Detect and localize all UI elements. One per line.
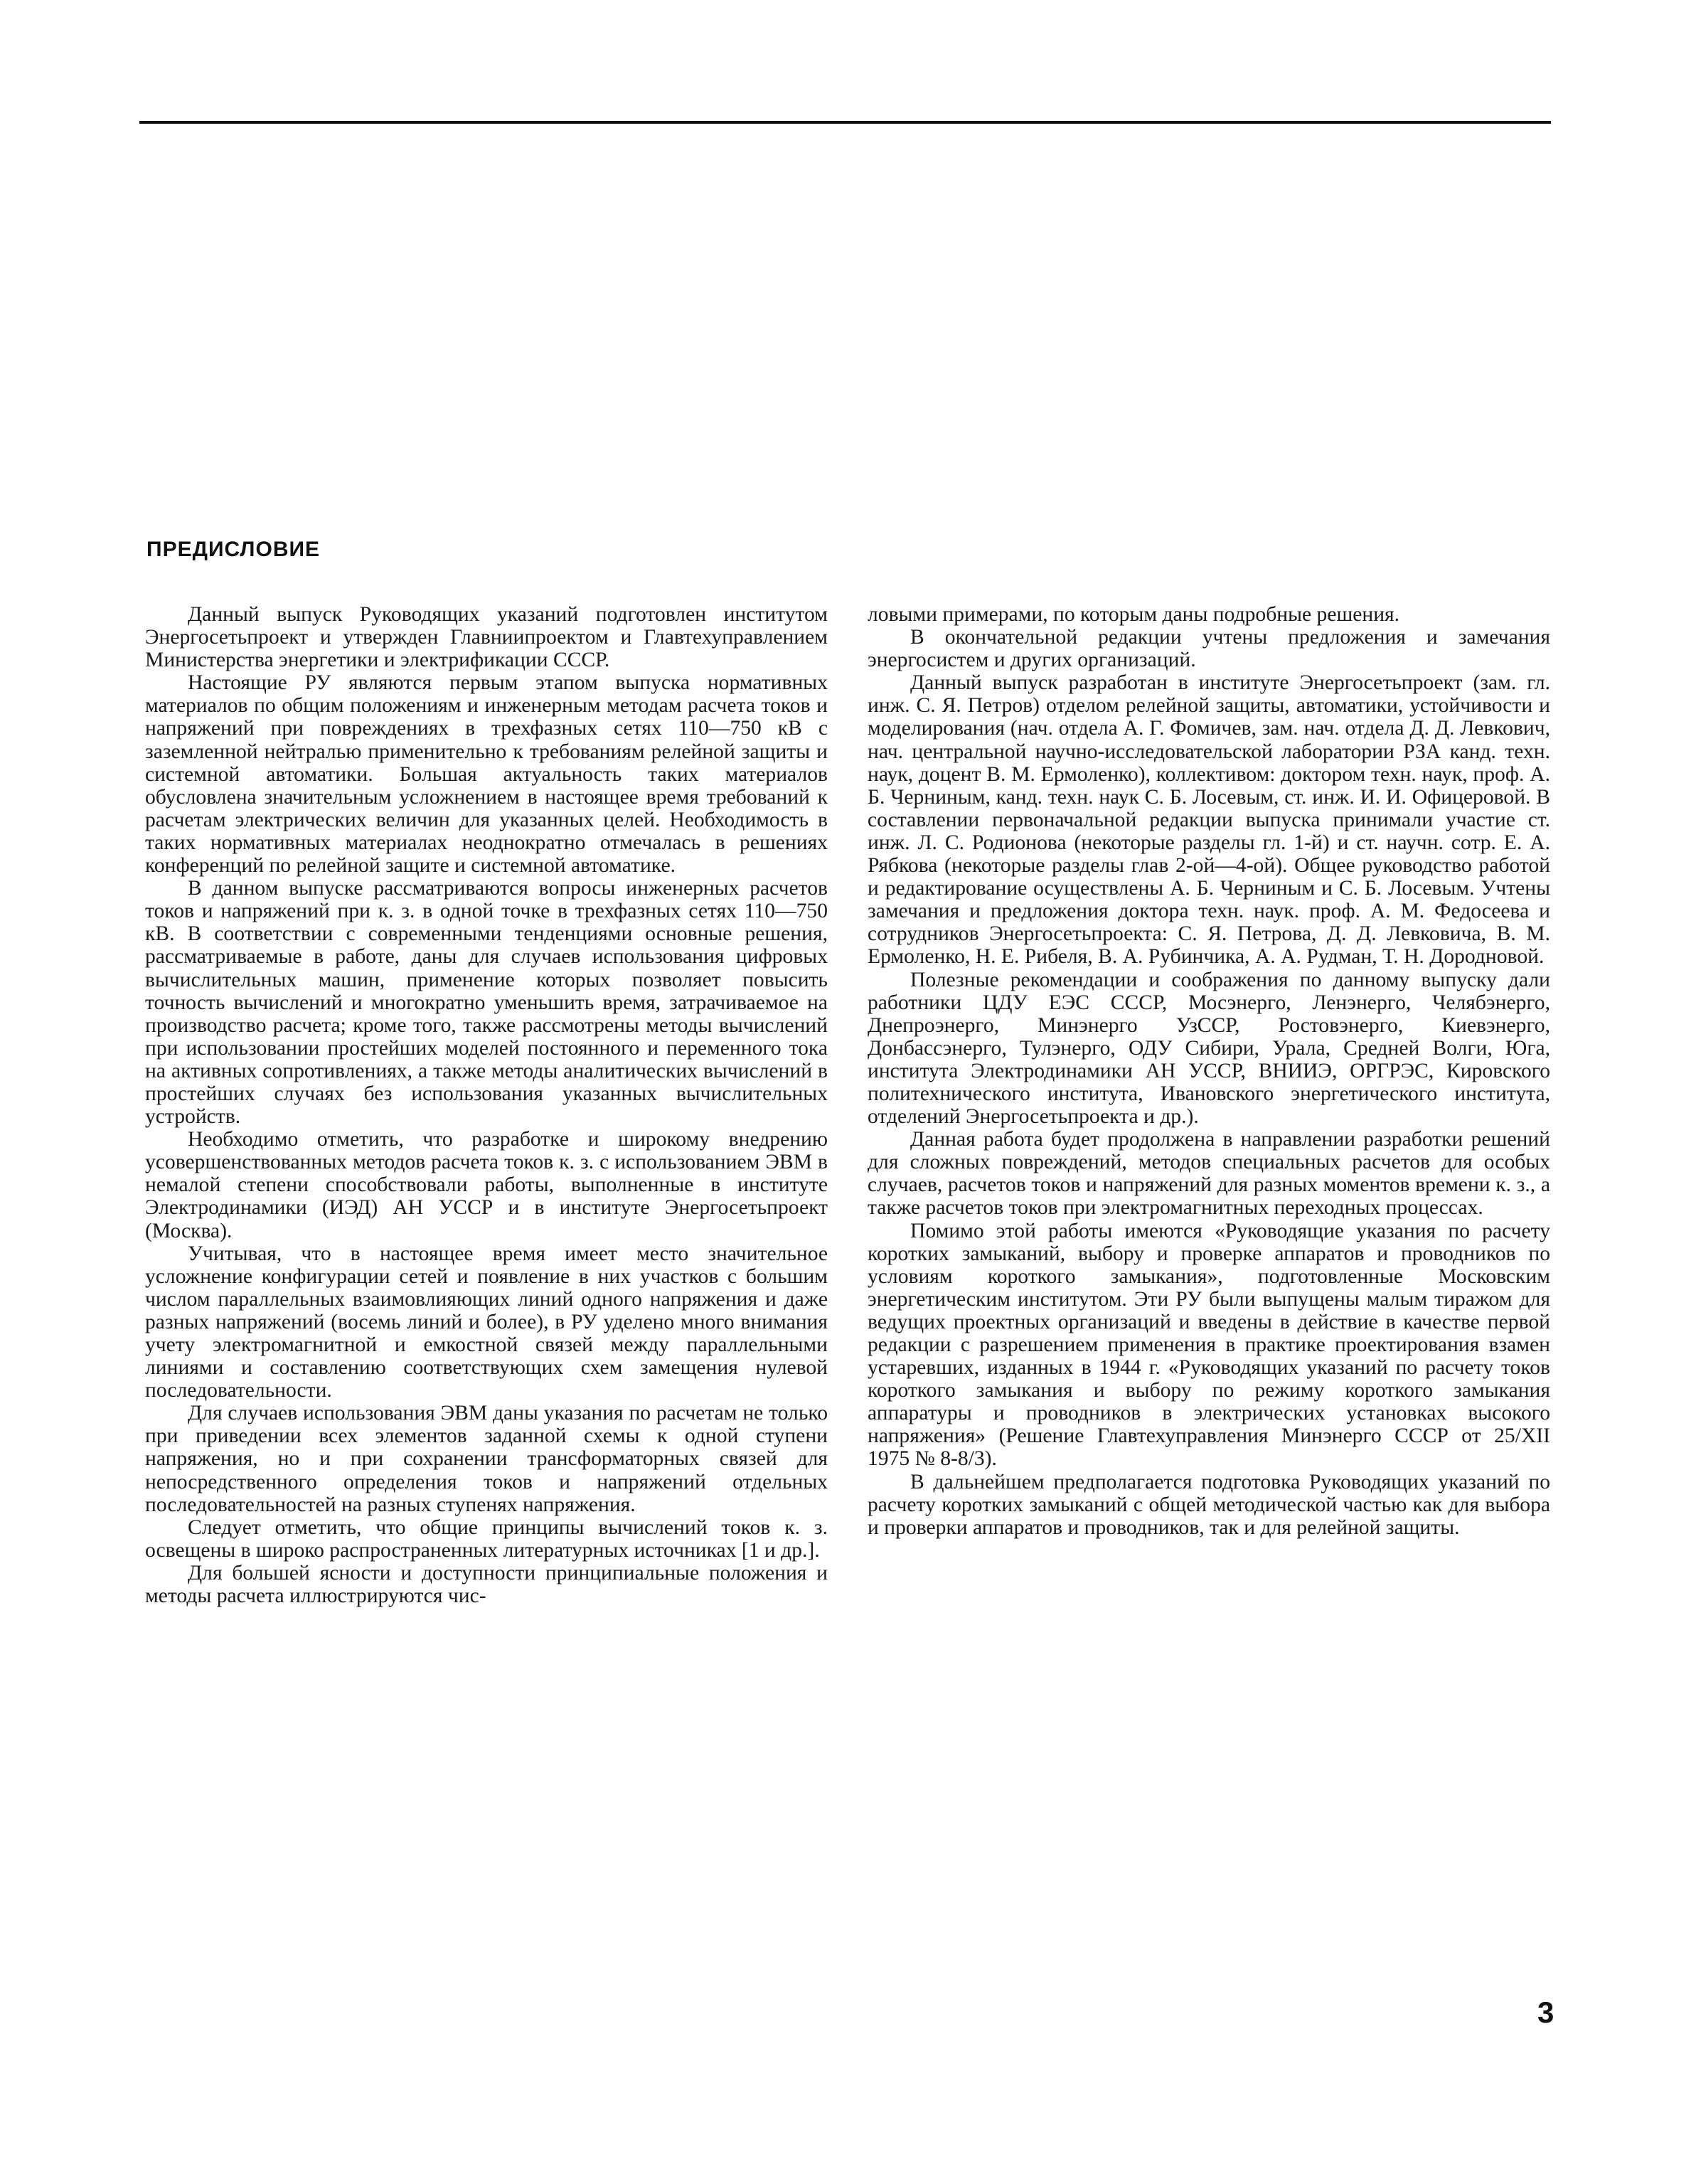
paragraph: Необходимо отметить, что разработке и широкому внедрению усовершенствованных методов расчета токов к. з. с использованием ЭВМ в немалой степени способствовали работы, выполненные в институте Электродинамики (ИЭД) АН УССР и в институте Энергосетьпроект (Москва). (145, 1128, 828, 1242)
paragraph: Полезные рекомендации и соображения по данному выпуску дали работники ЦДУ ЕЭС СССР, Мосэнерго, Ленэнерго, Челябэнерго, Днепроэнерго, Минэнерго УзССР, Ростовэнерго, Киевэнерго, Донбассэнерго, Тулэнерго, ОДУ Сибири, Урала, Средней Волги, Юга, института Электродинамики АН УССР, ВНИИЭ, ОРГРЭС, Кировского политехнического института, Ивановского энергетического института, отделений Энергосетьпроекта и др.). (868, 968, 1550, 1129)
paragraph: В данном выпуске рассматриваются вопросы инженерных расчетов токов и напряжений при к. з. в одной точке в трехфазных сетях 110—750 кВ. В соответствии с современными тенденциями основные решения, рассматриваемые в работе, даны для случаев использования цифровых вычислительных машин, применение которых позволяет повысить точность вычислений и многократно уменьшить время, затрачиваемое на производство расчета; кроме того, также рассмотрены методы вычислений при использовании простейших моделей постоянного и переменного тока на активных сопротивлениях, а также методы аналитических вычислений в простейших случаях без использования указанных вычислительных устройств. (145, 877, 828, 1129)
paragraph: Для большей ясности и доступности принципиальные положения и методы расчета иллюстрируются чис- (145, 1561, 828, 1608)
paragraph-continuation: ловыми примерами, по которым даны подробные решения. (868, 603, 1400, 626)
left-column (145, 603, 828, 1607)
right-column (868, 603, 1550, 1539)
paragraph: Настоящие РУ являются первым этапом выпуска нормативных материалов по общим положениям и инженерным методам расчета токов и напряжений при повреждениях в трехфазных сетях 110—750 кВ с заземленной нейтралью применительно к требованиям релейной защиты и системной автоматики. Большая актуальность таких материалов обусловлена значительным усложнением в настоящее время требований к расчетам электрических величин для указанных целей. Необходимость в таких нормативных материалах неоднократно отмечалась в решениях конференций по релейной защите и системной автоматике. (145, 671, 828, 878)
paragraph: Данная работа будет продолжена в направлении разработки решений для сложных повреждений, методов специальных расчетов для особых случаев, расчетов токов и напряжений для разных моментов времени к. з., а также расчетов токов при электромагнитных переходных процессах. (868, 1128, 1550, 1220)
top-rule (139, 121, 1551, 124)
section-heading: ПРЕДИСЛОВИЕ (146, 538, 321, 561)
paragraph: В окончательной редакции учтены предложения и замечания энергосистем и других организаций. (868, 626, 1550, 672)
paragraph: Данный выпуск Руководящих указаний подготовлен институтом Энергосетьпроект и утвержден Главниипроектом и Главтехуправлением Министерства энергетики и электрификации СССР. (145, 603, 828, 672)
paragraph: Данный выпуск разработан в институте Энергосетьпроект (зам. гл. инж. С. Я. Петров) отделом релейной защиты, автоматики, устойчивости и моделирования (нач. отдела А. Г. Фомичев, зам. нач. отдела Д. Д. Левкович, нач. центральной научно-исследовательской лаборатории РЗА канд. техн. наук, доцент В. М. Ермоленко), коллективом: доктором техн. наук, проф. А. Б. Черниным, канд. техн. наук С. Б. Лосевым, ст. инж. И. И. Офицеровой. В составлении первоначальной редакции выпуска принимали участие ст. инж. Л. С. Родионова (некоторые разделы гл. 1-й) и ст. научн. сотр. Е. А. Рябкова (некоторые разделы глав 2-ой—4-ой). Общее руководство работой и редактирование осуществлены А. Б. Черниным и С. Б. Лосевым. Учтены замечания и предложения доктора техн. наук. проф. А. М. Федосеева и сотрудников Энергосетьпроекта: С. Я. Петрова, Д. Д. Левковича, В. М. Ермоленко, Н. Е. Рибеля, В. А. Рубинчика, А. А. Рудман, Т. Н. Дородновой. (868, 671, 1550, 969)
paragraph: Для случаев использования ЭВМ даны указания по расчетам не только при приведении всех элементов заданной схемы к одной ступени напряжения, но и при сохранении трансформаторных связей для непосредственного определения токов и напряжений отдельных последовательностей на разных ступенях напряжения. (145, 1402, 828, 1516)
page-number: 3 (1537, 1996, 1554, 2029)
paragraph: Следует отметить, что общие принципы вычислений токов к. з. освещены в широко распространенных литературных источниках [1 и др.]. (145, 1516, 828, 1562)
paragraph: Помимо этой работы имеются «Руководящие указания по расчету коротких замыканий, выбору и проверке аппаратов и проводников по условиям короткого замыкания», подготовленные Московским энергетическим институтом. Эти РУ были выпущены малым тиражом для ведущих проектных организаций и введены в действие в качестве первой редакции с разрешением применения в практике проектирования взамен устаревших, изданных в 1944 г. «Руководящих указаний по расчету токов короткого замыкания и выбору по режиму короткого замыкания аппаратуры и проводников в электрических установках высокого напряжения» (Решение Главтехуправления Минэнерго СССР от 25/XII 1975 № 8-8/3). (868, 1219, 1550, 1471)
paragraph: Учитывая, что в настоящее время имеет место значительное усложнение конфигурации сетей и появление в них участков с большим числом параллельных взаимовлияющих линий одного напряжения и даже разных напряжений (восемь линий и более), в РУ уделено много внимания учету электромагнитной и емкостной связей между параллельными линиями и составлению соответствующих схем замещения нулевой последовательности. (145, 1242, 828, 1402)
paragraph: В дальнейшем предполагается подготовка Руководящих указаний по расчету коротких замыканий с общей методической частью как для выбора и проверки аппаратов и проводников, так и для релейной защиты. (868, 1470, 1550, 1539)
